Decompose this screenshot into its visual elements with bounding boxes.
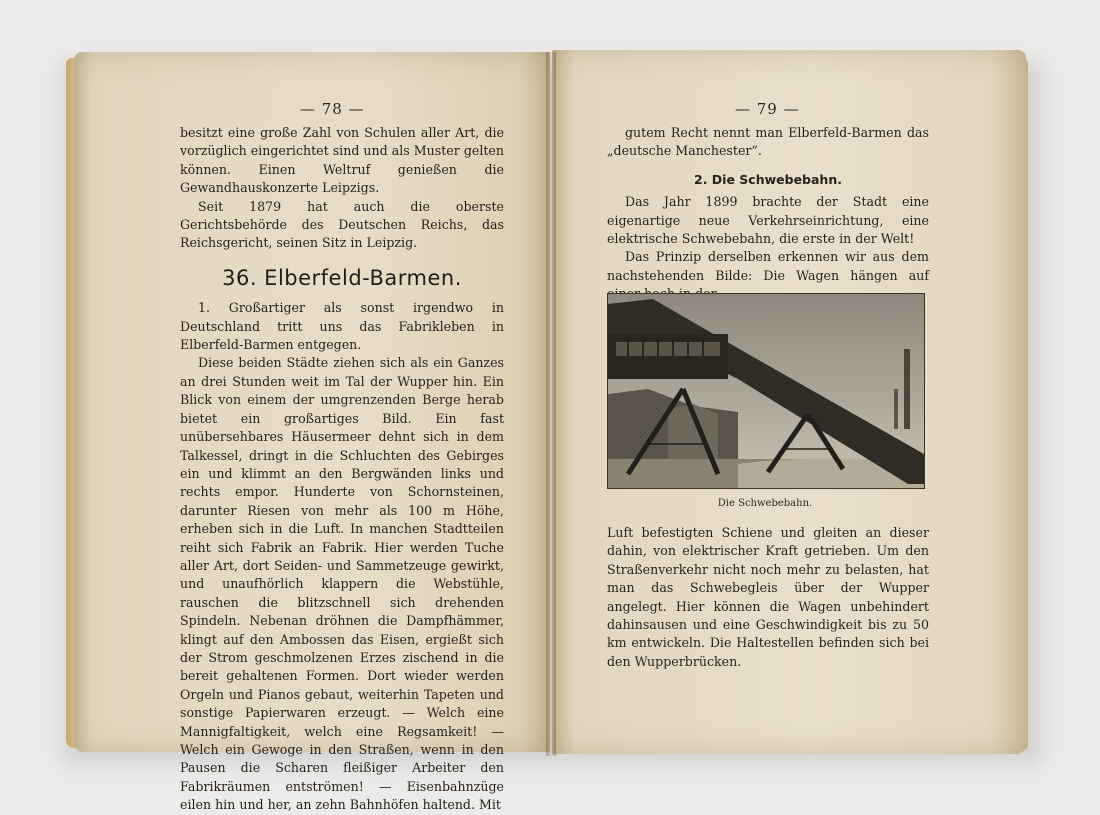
schwebebahn-illustration: [607, 293, 925, 489]
left-page-text: [180, 124, 504, 815]
section-title: 2. Die Schwebebahn.: [694, 171, 842, 187]
book-gutter: [546, 52, 556, 756]
chapter-title: 36. Elberfeld-Barmen.: [222, 265, 462, 290]
paragraph: gutem Recht nennt man Elberfeld-Barmen das „deutsche Manchester“.: [607, 125, 929, 159]
paragraph: besitzt eine große Zahl von Schulen aller Art, die vorzüglich eingerichtet sind und als Muster gelten können. Einen Weltruf genießen die Gewandhauskonzerte Leipzigs.: [180, 125, 504, 196]
left-page-number: — 78 —: [300, 100, 365, 118]
paragraph: Seit 1879 hat auch die oberste Gerichtsbehörde des Deutschen Reichs, das Reichsgericht, seinen Sitz in Leipzig.: [180, 198, 504, 251]
paragraph: Das Jahr 1899 brachte der Stadt eine eigenartige neue Verkehrseinrichtung, eine elektrische Schwebebahn, die erste in der Welt!: [607, 194, 929, 247]
paragraph: Luft befestigten Schiene und gleiten an dieser dahin, von elektrischer Kraft getrieben. Um den Straßenverkehr nicht noch mehr zu belasten, hat man das Schwebegleis über der Wupper angelegt. Hier können die Wagen unbehindert dahinsausen und eine Geschwindigkeit bis zu 50 km entwickeln. Die Haltestellen befinden sich bei den Wupperbrücken.: [607, 525, 929, 669]
right-page-text-top: [607, 124, 929, 304]
figure-caption: Die Schwebebahn.: [717, 498, 813, 509]
paragraph: Diese beiden Städte ziehen sich als ein Ganzes an drei Stunden weit im Tal der Wupper hin. Ein Blick von einem der umgrenzenden Berge herab bietet ein großartiges Bild. Ein fast unübersehbares Häusermeer dehnt sich in dem Talkessel, dringt in die Schluchten des Gebirges ein und klimmt an den Bergwänden links und rechts empor. Hunderte von Schornsteinen, darunter Riesen von mehr als 100 m Höhe, erheben sich in die Luft. In manchen Stadtteilen reiht sich Fabrik an Fabrik. Hier werden Tuche aller Art, dort Seiden- und Sammetzeuge gewirkt, und unaufhörlich klappern die Webstühle, rauschen die blitzschnell sich drehenden Spindeln. Nebenan dröhnen die Dampfhämmer, klingt auf den Ambossen das Eisen, ergießt sich der Strom geschmolzenen Erzes zischend in die bereit gehaltenen Formen. Dort wieder werden Orgeln und Pianos gebaut, weiterhin Tapeten und sonstige Papierwaren erzeugt. — Welch eine Mannigfaltigkeit, welch eine Regsamkeit! — Welch ein Gewoge in den Straßen, wenn in den Pausen die Scharen fleißiger Arbeiter den Fabrikräumen entströmen! — Eisenbahnzüge eilen hin und her, an zehn Bahnhöfen haltend. Mit: [180, 355, 504, 813]
paragraph: Das Prinzip derselben erkennen wir aus dem nachstehenden Bilde: Die Wagen hängen auf: [607, 249, 929, 283]
right-page-text-bottom: [607, 524, 929, 671]
right-page-number: — 79 —: [735, 100, 800, 118]
paragraph: 1. Großartiger als sonst irgendwo in Deutschland tritt uns das Fabrikleben in Elberfeld-Barmen entgegen.: [180, 300, 504, 353]
